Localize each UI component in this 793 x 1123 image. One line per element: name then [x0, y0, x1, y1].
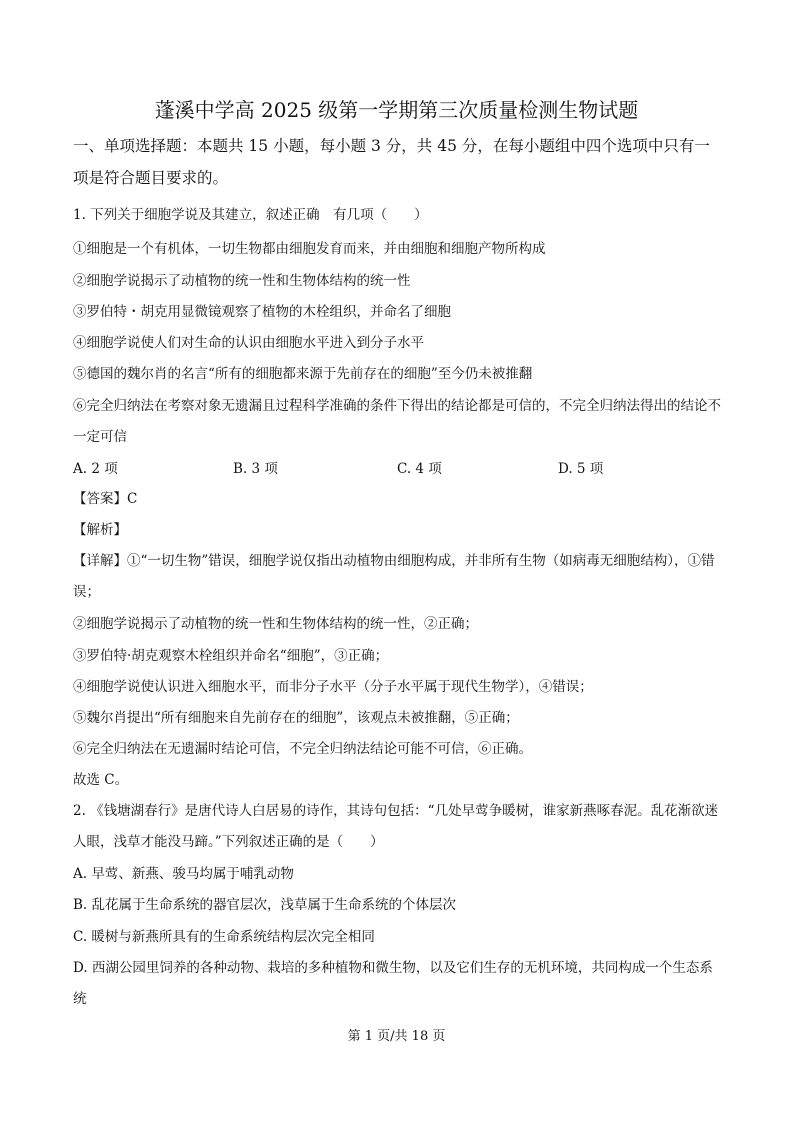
- question-1-conclusion: 故选 C。: [73, 772, 129, 788]
- question-1-analysis-label: 【解析】: [73, 522, 127, 538]
- question-1-option-a: A. 2 项: [73, 461, 118, 477]
- question-1-answer: 【答案】C: [73, 491, 138, 507]
- question-2-option-a: A. 早莺、新燕、骏马均属于哺乳动物: [73, 866, 294, 882]
- question-2-option-d: D. 西湖公园里饲养的各种动物、栽培的多种植物和微生物，以及它们生存的无机环境，共同构成一个生态系统: [73, 960, 713, 1007]
- question-1-item-1: ①细胞是一个有机体，一切生物都由细胞发育而来，并由细胞和细胞产物所构成: [73, 241, 546, 257]
- question-1-option-b: B. 3 项: [233, 461, 278, 477]
- page-title: 蓬溪中学高 2025 级第一学期第三次质量检测生物试题: [154, 98, 639, 122]
- section-header: 一、单项选择题：本题共 15 小题，每小题 3 分，共 45 分，在每小题组中四个选项中只有一项是符合题目要求的。: [73, 137, 710, 187]
- question-1-item-2: ②细胞学说揭示了动植物的统一性和生物体结构的统一性: [73, 273, 411, 289]
- question-1-item-5: ⑤德国的魏尔肖的名言“所有的细胞都来源于先前存在的细胞”至今仍未被推翻: [73, 366, 533, 382]
- question-1-item-4: ④细胞学说使人们对生命的认识由细胞水平进入到分子水平: [73, 335, 424, 351]
- question-1-item-3: ③罗伯特・胡克用显微镜观察了植物的木栓组织，并命名了细胞: [73, 304, 451, 320]
- page-footer: 第 1 页/共 18 页: [347, 1029, 446, 1044]
- question-1-detail-6: ⑥完全归纳法在无遗漏时结论可信，不完全归纳法结论可能不可信，⑥正确。: [73, 741, 532, 757]
- question-1-stem: 1. 下列关于细胞学说及其建立，叙述正确 有几项（ ）: [73, 207, 428, 223]
- question-1-detail-3: ③罗伯特·胡克观察木栓组织并命名“细胞”，③正确；: [73, 648, 389, 664]
- question-1-option-d: D. 5 项: [558, 461, 604, 477]
- question-2-option-b: B. 乱花属于生命系统的器官层次，浅草属于生命系统的个体层次: [73, 897, 457, 913]
- question-1-item-6: ⑥完全归纳法在考察对象无遗漏且过程科学准确的条件下得出的结论都是可信的，不完全归纳法得出的结论不一定可信: [73, 398, 721, 445]
- question-2-stem: 2. 《钱塘湖春行》是唐代诗人白居易的诗作，其诗句包括：“几处早莺争暖树，谁家新燕啄春泥。乱花渐欲迷人眼，浅草才能没马蹄。”下列叙述正确的是（ ）: [73, 803, 719, 850]
- question-1-detail-4: ④细胞学说使认识进入细胞水平，而非分子水平（分子水平属于现代生物学），④错误；: [73, 679, 593, 695]
- question-1-option-c: C. 4 项: [397, 461, 442, 477]
- question-1-detail-2: ②细胞学说揭示了动植物的统一性和生物体结构的统一性，②正确；: [73, 616, 478, 632]
- question-1-detail-5: ⑤魏尔肖提出“所有细胞来自先前存在的细胞”，该观点未被推翻，⑤正确；: [73, 710, 519, 726]
- question-2-option-c: C. 暖树与新燕所具有的生命系统结构层次完全相同: [73, 929, 375, 945]
- question-1-detail-1: 【详解】①“一切生物”错误，细胞学说仅指出动植物由细胞构成，并非所有生物（如病毒无细胞结构），①错误；: [73, 553, 715, 600]
